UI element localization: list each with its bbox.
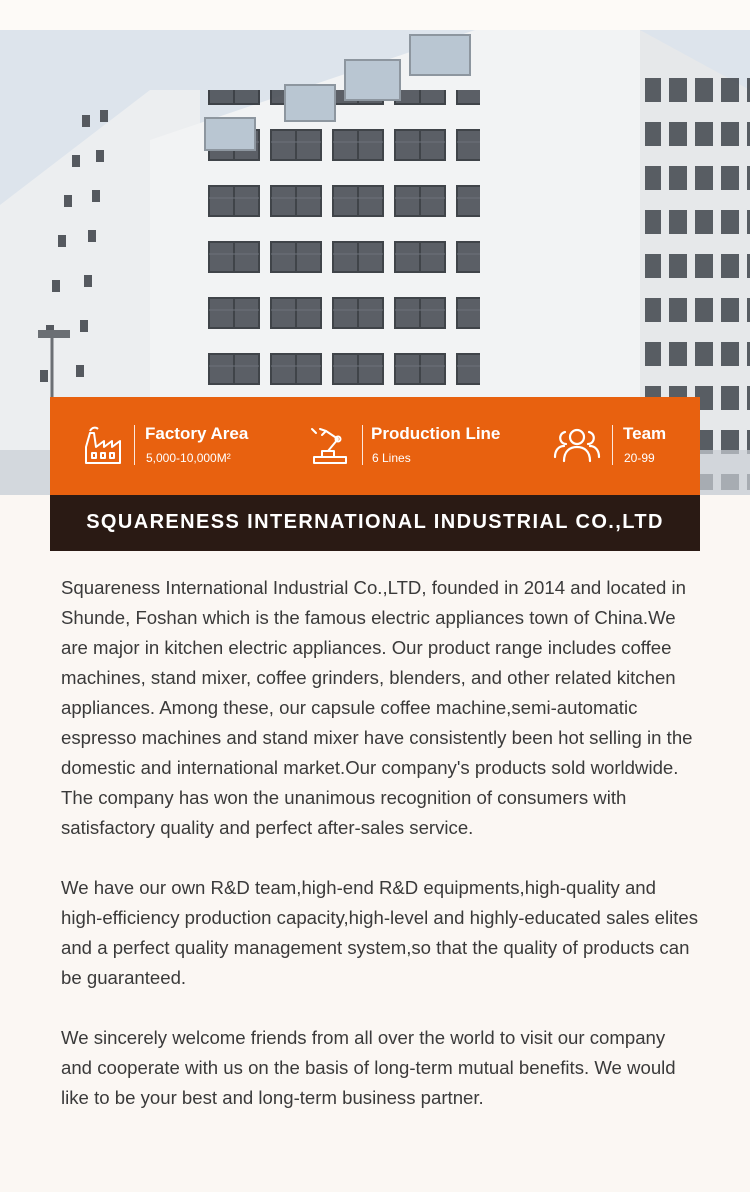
stats-bar <box>50 397 700 495</box>
robot-arm-icon <box>308 423 352 467</box>
stat-value: 6 Lines <box>372 451 411 465</box>
stat-divider <box>362 425 363 465</box>
stat-value: 20-99 <box>624 451 655 465</box>
top-strip <box>0 0 750 30</box>
factory-icon <box>80 423 124 467</box>
company-name-banner <box>50 495 700 551</box>
stat-label: Team <box>623 424 667 443</box>
company-name: SQUARENESS INTERNATIONAL INDUSTRIAL CO.,LTD <box>86 511 664 533</box>
stat-label: Production Line <box>371 424 501 443</box>
about-paragraph: Squareness International Industrial Co.,LTD, founded in 2014 and located in Shunde, Foshan which is the famous electric appliances town of China.We are major in kitchen electric appliances. Our product range includes coffee machines, stand mixer, coffee grinders, blenders, and other related kitchen appliances. Among these, our capsule coffee machine,semi-automatic espresso machines and stand mixer have consistently been hot selling in the domestic and international market.Our company's products sold worldwide. The company has won the unanimous recognition of consumers with satisfactory quality and perfect after-sales service. <box>61 577 693 838</box>
stat-factory-area <box>80 397 260 495</box>
stat-production-line <box>308 397 528 495</box>
stat-divider <box>612 425 613 465</box>
stat-label: Factory Area <box>145 424 249 443</box>
about-paragraph: We sincerely welcome friends from all over the world to visit our company and cooperate with us on the basis of long-term mutual benefits. We would like to be your best and long-term business partner. <box>61 1027 676 1108</box>
stat-team <box>552 397 692 495</box>
stat-divider <box>134 425 135 465</box>
about-paragraph: We have our own R&D team,high-end R&D equipments,high-quality and high-efficiency production capacity,high-level and highly-educated sales elites and a perfect quality management system,so that the quality of products can be guaranteed. <box>61 877 699 988</box>
stat-value: 5,000-10,000M² <box>146 451 231 465</box>
team-icon <box>552 423 602 467</box>
about-section <box>61 573 701 1143</box>
